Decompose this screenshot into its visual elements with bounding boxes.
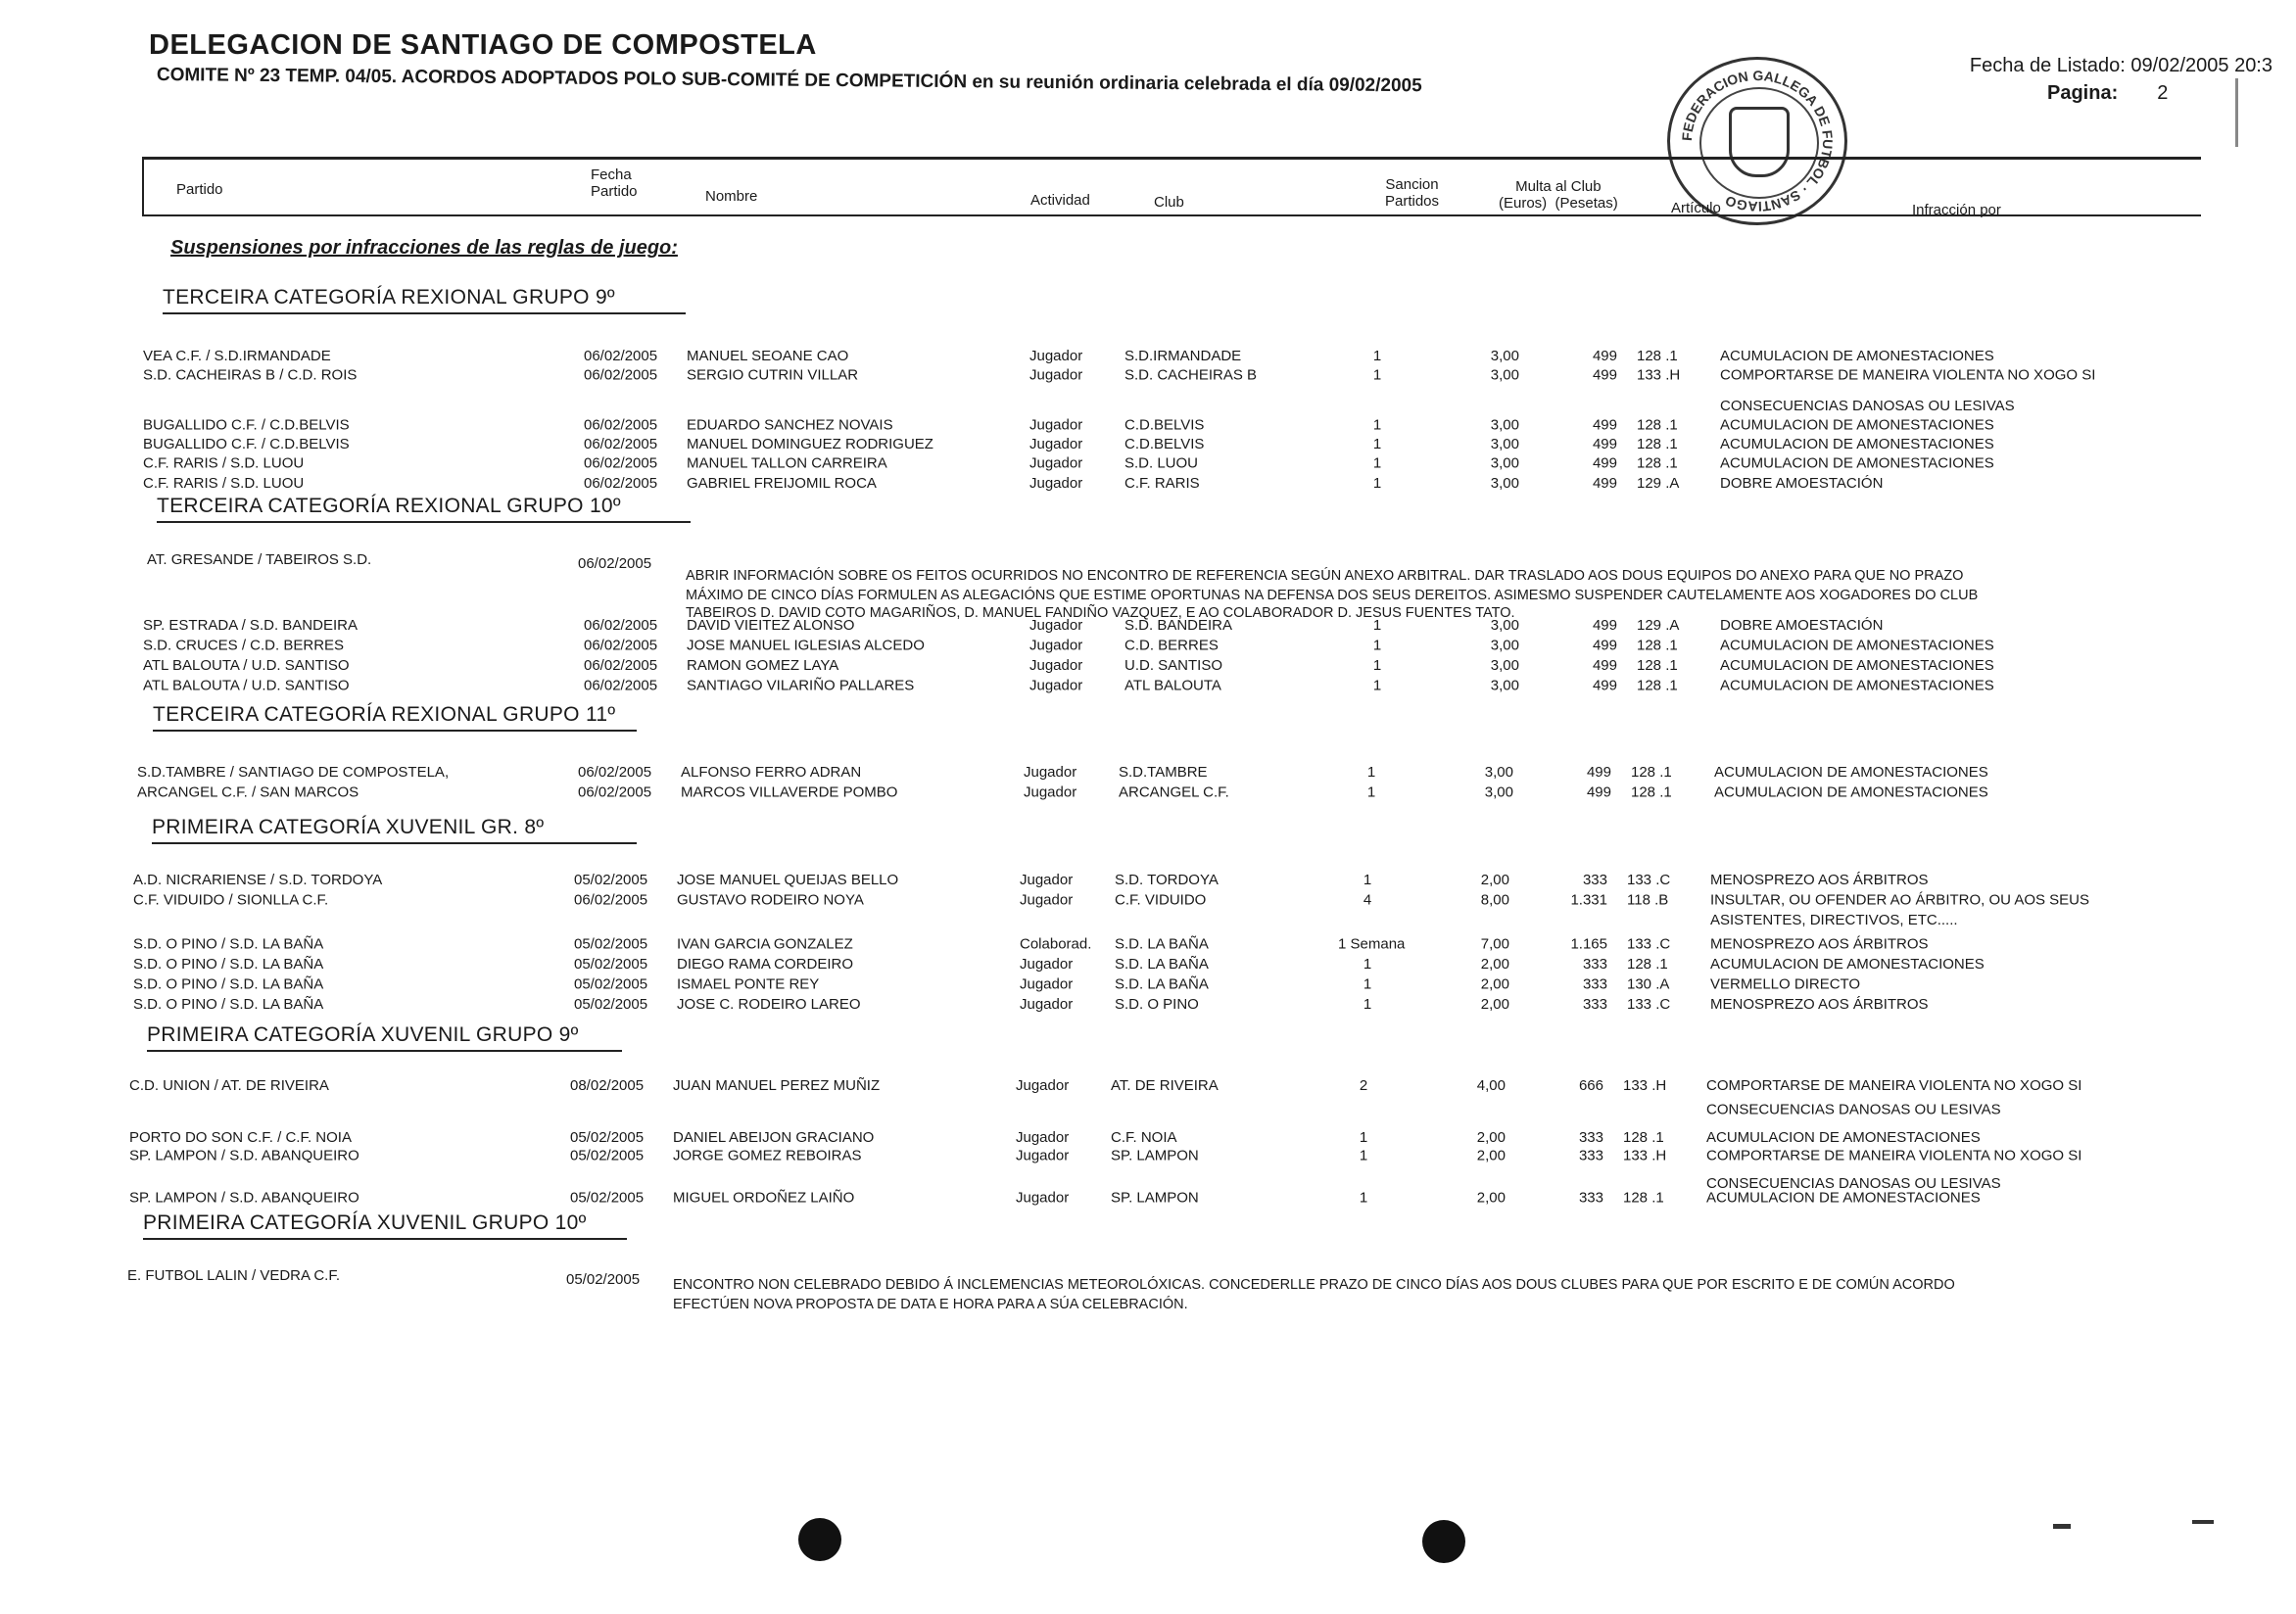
cell-infraccion: ACUMULACION DE AMONESTACIONES bbox=[1720, 657, 1994, 674]
cell-articulo: 133 .C bbox=[1627, 996, 1671, 1013]
cell-infraccion: ACUMULACION DE AMONESTACIONES bbox=[1720, 348, 1994, 364]
cell-club: S.D. LA BAÑA bbox=[1115, 956, 1209, 973]
cell-partido: BUGALLIDO C.F. / C.D.BELVIS bbox=[143, 436, 350, 452]
cell-club: S.D.IRMANDADE bbox=[1124, 348, 1242, 364]
cell-nombre: JOSE MANUEL IGLESIAS ALCEDO bbox=[687, 637, 925, 654]
cell-actividad: Jugador bbox=[1016, 1189, 1070, 1207]
sanction-row bbox=[143, 678, 2102, 699]
cell-euros: 3,00 bbox=[1490, 348, 1519, 364]
section-title: Suspensiones por infracciones de las reglas de juego: bbox=[170, 237, 678, 259]
sanction-row bbox=[129, 1148, 2088, 1169]
cell-club: SP. LAMPON bbox=[1111, 1189, 1199, 1207]
cell-actividad: Jugador bbox=[1029, 657, 1083, 674]
cell-club: S.D. LUOU bbox=[1124, 454, 1199, 472]
cell-articulo: 133 .C bbox=[1627, 872, 1671, 888]
cell-infraccion: VERMELLO DIRECTO bbox=[1710, 975, 1861, 993]
sanction-row bbox=[133, 996, 2092, 1018]
cell-articulo: 133 .H bbox=[1623, 1147, 1667, 1164]
sanction-row bbox=[133, 976, 2092, 998]
cell-sancion: 1 bbox=[1372, 637, 1382, 654]
sanction-row bbox=[129, 1077, 2088, 1099]
cell-fecha: 06/02/2005 bbox=[584, 436, 658, 452]
cell-club: U.D. SANTISO bbox=[1124, 657, 1223, 674]
cell-partido: S.D.TAMBRE / SANTIAGO DE COMPOSTELA, bbox=[137, 764, 450, 781]
cell-fecha: 06/02/2005 bbox=[584, 348, 658, 364]
cell-nombre: MARCOS VILLAVERDE POMBO bbox=[681, 783, 898, 801]
note-text-line: MÁXIMO DE CINCO DÍAS FORMULEN AS ALEGACIÓNS QUE ESTIME OPORTUNAS NA DEFENSA DOS SEUS DEREITOS. ASIMESMO SUSPENDER CAUTELAMENTE AOS XOGADORES DO CLUB bbox=[686, 588, 1979, 603]
group-title: PRIMEIRA CATEGORÍA XUVENIL GR. 8º bbox=[152, 816, 545, 838]
cell-actividad: Jugador bbox=[1029, 366, 1083, 384]
cell-fecha: 05/02/2005 bbox=[570, 1189, 645, 1207]
cell-infraccion: COMPORTARSE DE MANEIRA VIOLENTA NO XOGO SI bbox=[1720, 366, 2096, 384]
cell-partido: BUGALLIDO C.F. / C.D.BELVIS bbox=[143, 416, 350, 434]
sanction-row bbox=[133, 956, 2092, 977]
cell-partido: S.D. O PINO / S.D. LA BAÑA bbox=[133, 975, 324, 993]
cell-club: S.D. CACHEIRAS B bbox=[1124, 366, 1258, 384]
cell-euros: 3,00 bbox=[1490, 454, 1519, 472]
group-underline bbox=[153, 730, 637, 732]
cell-actividad: Jugador bbox=[1029, 348, 1083, 364]
group-title: TERCEIRA CATEGORÍA REXIONAL GRUPO 10º bbox=[157, 495, 621, 517]
cell-club: C.F. RARIS bbox=[1124, 475, 1200, 492]
cell-infraccion: DOBRE AMOESTACIÓN bbox=[1720, 617, 1884, 634]
group-title: PRIMEIRA CATEGORÍA XUVENIL GRUPO 10º bbox=[143, 1211, 587, 1234]
cell-fecha: 06/02/2005 bbox=[584, 617, 658, 634]
sanction-row bbox=[143, 617, 2102, 639]
cell-fecha: 06/02/2005 bbox=[574, 891, 648, 909]
note-text-line: ENCONTRO NON CELEBRADO DEBIDO Á INCLEMENCIAS METEOROLÓXICAS. CONCEDERLLE PRAZO DE CINCO DÍAS AOS DOUS CLUBES PARA QUE POR ESCRITO E DE COMÚN ACORDO bbox=[673, 1277, 1955, 1293]
cell-actividad: Jugador bbox=[1029, 637, 1083, 654]
cell-club: S.D. BANDEIRA bbox=[1124, 617, 1233, 634]
group-underline bbox=[152, 842, 637, 844]
cell-actividad: Jugador bbox=[1020, 956, 1074, 973]
cell-infraccion: ACUMULACION DE AMONESTACIONES bbox=[1720, 637, 1994, 654]
cell-fecha: 05/02/2005 bbox=[570, 1129, 645, 1146]
cell-pesetas: 499 bbox=[1592, 416, 1617, 434]
committee-subtitle: COMITE Nº 23 TEMP. 04/05. ACORDOS ADOPTADOS POLO SUB-COMITÉ DE COMPETICIÓN en su reunión ordinaria celebrada el día 09/02/2005 bbox=[156, 65, 1422, 97]
col-partido: Partido bbox=[176, 181, 223, 198]
stamp-text: FEDERACION GALLEGA DE FUTBOL · SANTIAGO bbox=[1678, 67, 1837, 215]
cell-nombre: ISMAEL PONTE REY bbox=[677, 975, 820, 993]
cell-fecha: 05/02/2005 bbox=[574, 935, 648, 953]
cell-partido: S.D. O PINO / S.D. LA BAÑA bbox=[133, 956, 324, 973]
cell-partido: C.D. UNION / AT. DE RIVEIRA bbox=[129, 1077, 329, 1094]
cell-pesetas: 499 bbox=[1592, 436, 1617, 452]
cell-euros: 3,00 bbox=[1490, 436, 1519, 452]
cell-sancion: 1 bbox=[1372, 677, 1382, 694]
sanction-row bbox=[143, 638, 2102, 659]
sanction-row bbox=[137, 784, 2096, 806]
cell-club: C.F. VIDUIDO bbox=[1115, 891, 1207, 909]
cell-sancion: 1 bbox=[1366, 783, 1376, 801]
col-fecha: Fecha Partido bbox=[591, 166, 638, 200]
group-underline bbox=[147, 1050, 622, 1052]
cell-euros: 2,00 bbox=[1476, 1129, 1506, 1146]
cell-partido: S.D. O PINO / S.D. LA BAÑA bbox=[133, 996, 324, 1013]
cell-infraccion: MENOSPREZO AOS ÁRBITROS bbox=[1710, 996, 1929, 1013]
col-infraccion: Infracción por bbox=[1912, 202, 2001, 218]
cell-sancion: 1 bbox=[1372, 366, 1382, 384]
cell-actividad: Jugador bbox=[1016, 1077, 1070, 1094]
cell-articulo: 128 .1 bbox=[1637, 348, 1678, 364]
cell-euros: 2,00 bbox=[1476, 1189, 1506, 1207]
cell-partido: S.D. CRUCES / C.D. BERRES bbox=[143, 637, 345, 654]
note-text-line: EFECTÚEN NOVA PROPOSTA DE DATA E HORA PARA A SÚA CELEBRACIÓN. bbox=[673, 1297, 1188, 1312]
cell-infraccion: ACUMULACION DE AMONESTACIONES bbox=[1720, 454, 1994, 472]
cell-articulo: 133 .H bbox=[1637, 366, 1681, 384]
sanction-row bbox=[133, 872, 2092, 893]
sanction-row bbox=[133, 912, 2092, 933]
cell-euros: 2,00 bbox=[1476, 1147, 1506, 1164]
col-sancion: Sancion Partidos bbox=[1385, 176, 1440, 210]
cell-club: S.D. O PINO bbox=[1115, 996, 1199, 1013]
cell-club: C.D.BELVIS bbox=[1124, 436, 1205, 452]
cell-infraccion: COMPORTARSE DE MANEIRA VIOLENTA NO XOGO SI bbox=[1706, 1077, 2082, 1094]
cell-actividad: Jugador bbox=[1029, 617, 1083, 634]
cell-nombre: JUAN MANUEL PEREZ MUÑIZ bbox=[673, 1077, 881, 1094]
cell-nombre: JOSE MANUEL QUEIJAS BELLO bbox=[677, 872, 899, 888]
cell-nombre: MANUEL DOMINGUEZ RODRIGUEZ bbox=[687, 436, 933, 452]
cell-pesetas: 1.331 bbox=[1570, 891, 1607, 909]
cell-infraccion: ASISTENTES, DIRECTIVOS, ETC..... bbox=[1710, 912, 1958, 928]
cell-euros: 2,00 bbox=[1480, 872, 1509, 888]
cell-fecha: 06/02/2005 bbox=[584, 475, 658, 492]
cell-pesetas: 333 bbox=[1582, 996, 1607, 1013]
cell-club: ATL BALOUTA bbox=[1124, 677, 1221, 694]
cell-euros: 3,00 bbox=[1484, 764, 1513, 781]
cell-partido: SP. LAMPON / S.D. ABANQUEIRO bbox=[129, 1147, 359, 1164]
cell-actividad: Jugador bbox=[1024, 783, 1077, 801]
cell-actividad: Jugador bbox=[1016, 1147, 1070, 1164]
listing-date: Fecha de Listado: 09/02/2005 20:3 bbox=[1969, 55, 2272, 76]
col-club: Club bbox=[1154, 194, 1184, 211]
cell-infraccion: ACUMULACION DE AMONESTACIONES bbox=[1710, 956, 1985, 973]
note-partido: AT. GRESANDE / TABEIROS S.D. bbox=[147, 551, 372, 568]
cell-pesetas: 333 bbox=[1582, 975, 1607, 993]
cell-articulo: 129 .A bbox=[1637, 475, 1680, 492]
sanction-row bbox=[143, 657, 2102, 679]
note-fecha: 06/02/2005 bbox=[578, 555, 652, 572]
cell-actividad: Jugador bbox=[1029, 416, 1083, 434]
cell-articulo: 118 .B bbox=[1627, 891, 1669, 909]
cell-infraccion: MENOSPREZO AOS ÁRBITROS bbox=[1710, 872, 1929, 888]
col-actividad: Actividad bbox=[1030, 192, 1090, 209]
sanction-row bbox=[129, 1190, 2088, 1211]
cell-sancion: 1 bbox=[1363, 956, 1372, 973]
page-number bbox=[2047, 82, 2168, 105]
cell-euros: 3,00 bbox=[1490, 617, 1519, 634]
cell-pesetas: 499 bbox=[1586, 783, 1611, 801]
cell-sancion: 1 Semana bbox=[1338, 935, 1406, 953]
cell-actividad: Jugador bbox=[1024, 764, 1077, 781]
cell-nombre: EDUARDO SANCHEZ NOVAIS bbox=[687, 416, 893, 434]
cell-partido: C.F. RARIS / S.D. LUOU bbox=[143, 454, 305, 472]
cell-partido: SP. LAMPON / S.D. ABANQUEIRO bbox=[129, 1189, 359, 1207]
cell-euros: 3,00 bbox=[1490, 366, 1519, 384]
sanction-row bbox=[143, 367, 2102, 389]
cell-partido: ATL BALOUTA / U.D. SANTISO bbox=[143, 677, 350, 694]
cell-articulo: 128 .1 bbox=[1631, 783, 1672, 801]
cell-partido: VEA C.F. / S.D.IRMANDADE bbox=[143, 348, 331, 364]
cell-sancion: 1 bbox=[1363, 872, 1372, 888]
cell-club: ARCANGEL C.F. bbox=[1119, 783, 1229, 801]
cell-nombre: SANTIAGO VILARIÑO PALLARES bbox=[687, 677, 915, 694]
cell-nombre: SERGIO CUTRIN VILLAR bbox=[687, 366, 859, 384]
cell-infraccion: ACUMULACION DE AMONESTACIONES bbox=[1720, 436, 1994, 452]
cell-pesetas: 333 bbox=[1578, 1129, 1603, 1146]
cell-pesetas: 333 bbox=[1578, 1147, 1603, 1164]
cell-pesetas: 499 bbox=[1586, 764, 1611, 781]
cell-pesetas: 499 bbox=[1592, 475, 1617, 492]
cell-pesetas: 499 bbox=[1592, 637, 1617, 654]
cell-partido: S.D. O PINO / S.D. LA BAÑA bbox=[133, 935, 324, 953]
sanction-row bbox=[129, 1102, 2088, 1123]
note-text-line: ABRIR INFORMACIÓN SOBRE OS FEITOS OCURRIDOS NO ENCONTRO DE REFERENCIA SEGÚN ANEXO ARBITRAL. DAR TRASLADO AOS DOUS EQUIPOS DO ANEXO PARA QUE NO PRAZO bbox=[686, 568, 1964, 584]
cell-nombre: RAMON GOMEZ LAYA bbox=[687, 657, 839, 674]
sanction-row bbox=[143, 475, 2102, 497]
cell-actividad: Jugador bbox=[1029, 475, 1083, 492]
cell-nombre: MANUEL SEOANE CAO bbox=[687, 348, 849, 364]
cell-fecha: 06/02/2005 bbox=[584, 677, 658, 694]
cell-actividad: Jugador bbox=[1016, 1129, 1070, 1146]
cell-euros: 2,00 bbox=[1480, 956, 1509, 973]
col-multa: Multa al Club (Euros) (Pesetas) bbox=[1499, 178, 1618, 212]
cell-articulo: 133 .H bbox=[1623, 1077, 1667, 1094]
group-title: PRIMEIRA CATEGORÍA XUVENIL GRUPO 9º bbox=[147, 1023, 579, 1046]
cell-articulo: 133 .C bbox=[1627, 935, 1671, 953]
cell-sancion: 2 bbox=[1359, 1077, 1368, 1094]
cell-actividad: Jugador bbox=[1029, 677, 1083, 694]
cell-sancion: 1 bbox=[1372, 436, 1382, 452]
group-underline bbox=[163, 312, 686, 314]
cell-sancion: 1 bbox=[1372, 348, 1382, 364]
cell-euros: 3,00 bbox=[1484, 783, 1513, 801]
cell-nombre: DIEGO RAMA CORDEIRO bbox=[677, 956, 854, 973]
cell-infraccion: MENOSPREZO AOS ÁRBITROS bbox=[1710, 935, 1929, 953]
cell-partido: A.D. NICRARIENSE / S.D. TORDOYA bbox=[133, 872, 383, 888]
cell-articulo: 129 .A bbox=[1637, 617, 1680, 634]
cell-nombre: DAVID VIEITEZ ALONSO bbox=[687, 617, 855, 634]
cell-articulo: 128 .1 bbox=[1627, 956, 1668, 973]
cell-fecha: 05/02/2005 bbox=[574, 956, 648, 973]
cell-sancion: 1 bbox=[1359, 1189, 1368, 1207]
cell-articulo: 128 .1 bbox=[1623, 1129, 1664, 1146]
cell-pesetas: 499 bbox=[1592, 348, 1617, 364]
cell-sancion: 1 bbox=[1372, 454, 1382, 472]
cell-club: C.D.BELVIS bbox=[1124, 416, 1205, 434]
cell-articulo: 128 .1 bbox=[1637, 677, 1678, 694]
cell-euros: 2,00 bbox=[1480, 996, 1509, 1013]
cell-club: AT. DE RIVEIRA bbox=[1111, 1077, 1219, 1094]
cell-sancion: 1 bbox=[1363, 996, 1372, 1013]
cell-partido: ATL BALOUTA / U.D. SANTISO bbox=[143, 657, 350, 674]
cell-actividad: Jugador bbox=[1020, 975, 1074, 993]
cell-actividad: Jugador bbox=[1020, 891, 1074, 909]
cell-club: C.F. NOIA bbox=[1111, 1129, 1177, 1146]
cell-nombre: GUSTAVO RODEIRO NOYA bbox=[677, 891, 864, 909]
cell-sancion: 1 bbox=[1359, 1147, 1368, 1164]
cell-pesetas: 499 bbox=[1592, 454, 1617, 472]
cell-articulo: 130 .A bbox=[1627, 975, 1670, 993]
cell-partido: C.F. RARIS / S.D. LUOU bbox=[143, 475, 305, 492]
organization-title: DELEGACION DE SANTIAGO DE COMPOSTELA bbox=[149, 29, 817, 61]
cell-sancion: 1 bbox=[1359, 1129, 1368, 1146]
cell-nombre: MANUEL TALLON CARREIRA bbox=[687, 454, 887, 472]
cell-infraccion: ACUMULACION DE AMONESTACIONES bbox=[1706, 1129, 1981, 1146]
cell-fecha: 06/02/2005 bbox=[578, 764, 652, 781]
cell-sancion: 4 bbox=[1363, 891, 1372, 909]
cell-fecha: 05/02/2005 bbox=[570, 1147, 645, 1164]
note-partido: E. FUTBOL LALIN / VEDRA C.F. bbox=[127, 1267, 341, 1284]
cell-fecha: 05/02/2005 bbox=[574, 975, 648, 993]
cell-pesetas: 333 bbox=[1578, 1189, 1603, 1207]
cell-euros: 4,00 bbox=[1476, 1077, 1506, 1094]
cell-partido: S.D. CACHEIRAS B / C.D. ROIS bbox=[143, 366, 358, 384]
cell-euros: 7,00 bbox=[1480, 935, 1509, 953]
cell-articulo: 128 .1 bbox=[1637, 416, 1678, 434]
cell-pesetas: 499 bbox=[1592, 657, 1617, 674]
cell-fecha: 05/02/2005 bbox=[574, 872, 648, 888]
cell-articulo: 128 .1 bbox=[1623, 1189, 1664, 1207]
cell-pesetas: 499 bbox=[1592, 366, 1617, 384]
cell-pesetas: 499 bbox=[1592, 617, 1617, 634]
cell-infraccion: CONSECUENCIAS DANOSAS OU LESIVAS bbox=[1706, 1175, 2001, 1192]
cell-infraccion: COMPORTARSE DE MANEIRA VIOLENTA NO XOGO SI bbox=[1706, 1147, 2082, 1164]
cell-sancion: 1 bbox=[1366, 764, 1376, 781]
sanction-row bbox=[133, 892, 2092, 914]
cell-sancion: 1 bbox=[1372, 416, 1382, 434]
sanction-row bbox=[137, 764, 2096, 785]
cell-euros: 2,00 bbox=[1480, 975, 1509, 993]
col-nombre: Nombre bbox=[705, 188, 758, 205]
cell-nombre: MIGUEL ORDOÑEZ LAIÑO bbox=[673, 1189, 855, 1207]
cell-pesetas: 1.165 bbox=[1570, 935, 1607, 953]
cell-sancion: 1 bbox=[1372, 657, 1382, 674]
cell-fecha: 06/02/2005 bbox=[584, 637, 658, 654]
cell-partido: C.F. VIDUIDO / SIONLLA C.F. bbox=[133, 891, 329, 909]
cell-articulo: 128 .1 bbox=[1637, 454, 1678, 472]
group-title: TERCEIRA CATEGORÍA REXIONAL GRUPO 9º bbox=[163, 286, 615, 309]
cell-actividad: Jugador bbox=[1020, 996, 1074, 1013]
cell-articulo: 128 .1 bbox=[1631, 764, 1672, 781]
cell-club: S.D. TORDOYA bbox=[1115, 872, 1219, 888]
cell-nombre: DANIEL ABEIJON GRACIANO bbox=[673, 1129, 875, 1146]
cell-pesetas: 666 bbox=[1578, 1077, 1603, 1094]
cell-actividad: Jugador bbox=[1020, 872, 1074, 888]
cell-fecha: 06/02/2005 bbox=[584, 657, 658, 674]
cell-articulo: 128 .1 bbox=[1637, 637, 1678, 654]
cell-euros: 3,00 bbox=[1490, 637, 1519, 654]
cell-nombre: JOSE C. RODEIRO LAREO bbox=[677, 996, 861, 1013]
cell-sancion: 1 bbox=[1372, 475, 1382, 492]
cell-nombre: JORGE GOMEZ REBOIRAS bbox=[673, 1147, 862, 1164]
cell-articulo: 128 .1 bbox=[1637, 436, 1678, 452]
page-label: Pagina: bbox=[2047, 82, 2119, 104]
cell-fecha: 06/02/2005 bbox=[584, 454, 658, 472]
cell-nombre: IVAN GARCIA GONZALEZ bbox=[677, 935, 853, 953]
cell-nombre: GABRIEL FREIJOMIL ROCA bbox=[687, 475, 877, 492]
cell-actividad: Jugador bbox=[1029, 454, 1083, 472]
cell-infraccion: ACUMULACION DE AMONESTACIONES bbox=[1706, 1189, 1981, 1207]
cell-euros: 3,00 bbox=[1490, 416, 1519, 434]
cell-infraccion: ACUMULACION DE AMONESTACIONES bbox=[1720, 416, 1994, 434]
cell-sancion: 1 bbox=[1372, 617, 1382, 634]
cell-club: C.D. BERRES bbox=[1124, 637, 1219, 654]
cell-fecha: 05/02/2005 bbox=[574, 996, 648, 1013]
sanction-row bbox=[133, 936, 2092, 958]
note-text-line: TABEIROS D. DAVID COTO MAGARIÑOS, D. MANUEL FANDIÑO VAZQUEZ, E AO COLABORADOR D. JESUS FUENTES TATO. bbox=[686, 605, 1515, 621]
group-underline bbox=[143, 1238, 627, 1240]
page-value: 2 bbox=[2157, 82, 2169, 104]
cell-infraccion: CONSECUENCIAS DANOSAS OU LESIVAS bbox=[1720, 398, 2015, 414]
cell-partido: SP. ESTRADA / S.D. BANDEIRA bbox=[143, 617, 358, 634]
cell-infraccion: ACUMULACION DE AMONESTACIONES bbox=[1714, 783, 1988, 801]
cell-pesetas: 499 bbox=[1592, 677, 1617, 694]
cell-fecha: 06/02/2005 bbox=[578, 783, 652, 801]
cell-club: S.D.TAMBRE bbox=[1119, 764, 1208, 781]
col-articulo: Artículo bbox=[1671, 200, 1721, 216]
cell-articulo: 128 .1 bbox=[1637, 657, 1678, 674]
cell-partido: PORTO DO SON C.F. / C.F. NOIA bbox=[129, 1129, 352, 1146]
group-underline bbox=[157, 521, 691, 523]
cell-club: S.D. LA BAÑA bbox=[1115, 975, 1209, 993]
note-fecha: 05/02/2005 bbox=[566, 1271, 641, 1288]
cell-infraccion: DOBRE AMOESTACIÓN bbox=[1720, 475, 1884, 492]
cell-euros: 8,00 bbox=[1480, 891, 1509, 909]
cell-sancion: 1 bbox=[1363, 975, 1372, 993]
cell-infraccion: ACUMULACION DE AMONESTACIONES bbox=[1714, 764, 1988, 781]
cell-euros: 3,00 bbox=[1490, 657, 1519, 674]
cell-nombre: ALFONSO FERRO ADRAN bbox=[681, 764, 862, 781]
punch-hole-left bbox=[798, 1518, 841, 1561]
cell-infraccion: CONSECUENCIAS DANOSAS OU LESIVAS bbox=[1706, 1101, 2001, 1118]
cell-infraccion: INSULTAR, OU OFENDER AO ÁRBITRO, OU AOS SEUS bbox=[1710, 891, 2090, 909]
cell-euros: 3,00 bbox=[1490, 677, 1519, 694]
cell-club: S.D. LA BAÑA bbox=[1115, 935, 1209, 953]
cell-fecha: 08/02/2005 bbox=[570, 1077, 645, 1094]
group-title: TERCEIRA CATEGORÍA REXIONAL GRUPO 11º bbox=[153, 703, 616, 726]
cell-fecha: 06/02/2005 bbox=[584, 366, 658, 384]
cell-actividad: Colaborad. bbox=[1020, 935, 1092, 953]
cell-partido: ARCANGEL C.F. / SAN MARCOS bbox=[137, 783, 359, 801]
cell-pesetas: 333 bbox=[1582, 872, 1607, 888]
cell-actividad: Jugador bbox=[1029, 436, 1083, 452]
cell-club: SP. LAMPON bbox=[1111, 1147, 1199, 1164]
sanction-row bbox=[143, 455, 2102, 477]
punch-hole-right bbox=[1422, 1520, 1465, 1563]
cell-fecha: 06/02/2005 bbox=[584, 416, 658, 434]
cell-euros: 3,00 bbox=[1490, 475, 1519, 492]
cell-pesetas: 333 bbox=[1582, 956, 1607, 973]
cell-infraccion: ACUMULACION DE AMONESTACIONES bbox=[1720, 677, 1994, 694]
